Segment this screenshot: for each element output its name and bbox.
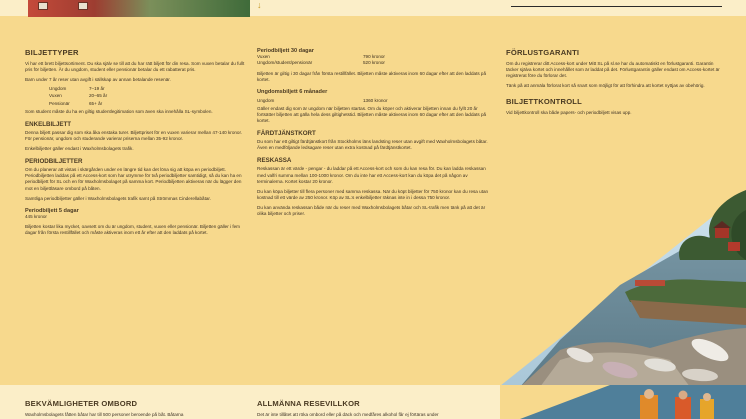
divider-line — [511, 6, 722, 7]
enkelbiljett-heading: ENKELBILJETT — [25, 120, 72, 128]
window-shape — [38, 2, 48, 10]
forlustgaranti-note: Tänk på att anmäla förlorat kort så snart som möjligt för att förhindra att kortet nyttjas av obehörig. — [506, 83, 705, 89]
fardtjanst-text: Du som har ett giltigt färdtjänstkort från Stockholms läns landsting reser utan avgift med Waxholmsbolagets båtar. Även en medföljande ledsagare reser utan extra kostnad på färdtjänstkortet. — [257, 139, 488, 151]
ungdom6-heading: Ungdomsbiljett 6 månader — [257, 88, 328, 95]
red-house-photo — [28, 0, 250, 17]
biljettkontroll-text: Vid biljettkontroll ska både papers- och periodbiljett visas upp. — [506, 110, 632, 116]
bekvamligheter-text: Waxholmsbolagets fåtten båtar har till 500 personer beroende på båt. Båtarna — [25, 412, 184, 417]
price-row: Ungdom 1360 kronor — [257, 97, 388, 103]
period5-price: 445 kronor — [25, 213, 47, 219]
resevillkor-heading: ALLMÄNNA RESEVILLKOR — [257, 399, 360, 408]
biljettyper-heading: BILJETTYPER — [25, 48, 79, 57]
reskassa-text-2: Du kan köpa biljetter till flera personer med samma reskassa. När du köpt biljetter för 750 kronor kan du resa utan kostnad till ett värde av 250 kronor. Köp av SL:s enkelbiljetter räknas inte in i dessa 750 kronor. — [257, 188, 489, 200]
forlustgaranti-heading: FÖRLUSTGARANTI — [506, 48, 580, 57]
right-column — [506, 48, 720, 116]
reskassa-heading: RESKASSA — [257, 157, 292, 165]
down-arrow-icon: ↓ — [257, 0, 262, 10]
resevillkor-section — [257, 399, 489, 418]
bekvamligheter-heading: BEKVÄMLIGHETER OMBORD — [25, 399, 138, 408]
student-text: Som student måste du ha en giltig studentlegitimation som även ska innehålla SL-symbolen. — [25, 108, 213, 114]
age-row: Pensionär 65+ år — [49, 100, 103, 106]
period5-text: Biljetten kostar lika mycket, oavsett om du är ungdom, student, vuxen eller pensionär. Biljetten gäller i fem dagar från första restillfället och måste aktiveras inom ett år efter att den laddats på kortet. — [25, 223, 240, 235]
age-row: Vuxen 20–65 år — [49, 93, 108, 99]
forlustgaranti-text: Om du registrerar ditt Access-kort under Mitt SL på sl.se har du automatiskt en förlustgaranti. Garantin täcker själva kortet och innehållet som är laddat på det. Förlustgarantin gäller endast om Access-kortet är registrerat före du förlorar det. — [506, 61, 720, 79]
enkelbiljett-note: Enkelbiljetter gäller endast i Waxholmsbolagets trafik. — [25, 146, 134, 152]
period5-heading: Periodbiljett 5 dagar — [25, 207, 79, 214]
bekvamligheter-section — [25, 399, 250, 418]
resevillkor-text: Det är inte tillåtet att röka ombord eller på däck och medfåres alkohol får ej förtäras under — [257, 412, 439, 417]
age-table — [25, 85, 245, 107]
reskassa-text-3: Du kan använda reskassan både när du reser med Waxholmsbolagets båtar och SL-trafik men tänk på att det är olika biljetter och priser. — [257, 204, 486, 217]
left-column — [25, 48, 245, 236]
ungdom6-text: Gäller endast dig som är ungdom när biljetten startas. Om du köper och aktiverar biljetten innan du fyllt 20 år fortsätter biljetten att gälla hela dess giltighetstid. Biljetten måste aktiveras inom 60 dagar efter att den laddats på kortet. — [257, 105, 487, 124]
red-cottage — [715, 228, 729, 238]
biljettkontroll-heading: BILJETTKONTROLL — [506, 97, 582, 107]
fardtjanst-heading: FÄRDTJÄNSTKORT — [257, 130, 316, 138]
age-row: Ungdom 7–19 år — [49, 86, 105, 92]
period30-heading: Periodbiljett 30 dagar — [257, 48, 314, 54]
periodbiljetter-text: Om du planerar att vistas i skärgården under en längre tid kan det löna sig att köpa en periodbiljett. Periodbiljetten laddas på ett Access-kort som har utrymme för två periodbiljetter samtidigt, så du kan ha en periodbiljett för SL och en för Waxholmsbolaget på samma kort. Periodbiljetten aktiveras när du lägger den mot en biljettläsare ombord på båten. — [25, 167, 242, 191]
periodbiljetter-note: Samtliga periodbiljetter gäller i Waxholmsbolagets trafik samt på Strömmas Cinderellabåtar. — [25, 195, 211, 201]
price-row: Ungdom/student/pensionär 520 kronor — [257, 60, 385, 66]
reskassa-text: Reskassan är ett värde - pengar - du laddar på ett Access-kort och som du kan resa för. Du kan ladda reskassan med valfri summa mellan 100-1000 kronor. Om du inte har ett Access-kort kan du köpa det på någon av terminalerna. Kortet kostar 20 kronor. — [257, 166, 486, 184]
periodbiljetter-heading: PERIODBILJETTER — [25, 158, 83, 166]
kayak-photo — [500, 385, 746, 419]
children-text: Barn under 7 år reser utan avgift i sällskap av annan betalande resenär. — [25, 77, 171, 83]
period30-text: Biljetten är giltig i 30 dagar från första restillfället. Biljetten måste aktiveras inom 60 dagar efter att den laddats på kortet. — [257, 70, 487, 82]
price-row: Vuxen 790 kronor — [257, 54, 385, 59]
middle-column — [257, 48, 489, 217]
enkelbiljett-text: Denna biljett passar dig som ska åka enstaka turer. Biljettpriset för en vuxen varierar mellan 47-140 kronor. För pensionär, ungdom och studerande varierar priserna mellan 35-92 kronor. — [25, 129, 243, 142]
window-shape — [78, 2, 88, 10]
archipelago-photo — [500, 190, 746, 387]
intro-text: Vi har ett brett biljettsortiment. Du ska själv se till att du har rätt biljett för din resa. Som vuxen betalar du fullt pris för biljetten. Är du ungdom, student eller pensionär betalar du ett rabatterat pris. — [25, 61, 245, 73]
